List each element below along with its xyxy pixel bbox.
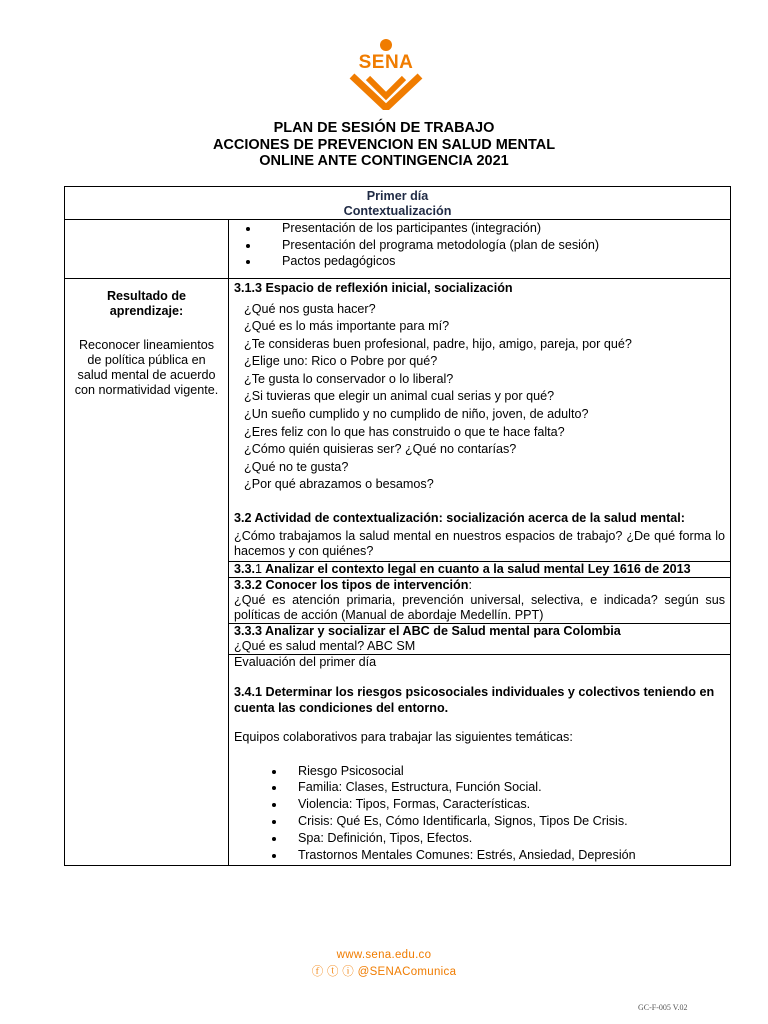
document-title xyxy=(0,120,768,170)
learning-result-body: Reconocer lineamientos de política pública en salud mental de acuerdo con normatividad vigente. xyxy=(74,337,219,397)
sena-logo-icon xyxy=(346,38,426,110)
evaluation-cell xyxy=(229,654,731,866)
question-item: ¿Qué es lo más importante para mí? xyxy=(244,319,450,334)
section-313-row xyxy=(65,278,731,562)
question-item: ¿Elige uno: Rico o Pobre por qué? xyxy=(244,354,438,369)
question-item: ¿Cómo quién quisieras ser? ¿Qué no contarías? xyxy=(244,442,517,457)
header-row xyxy=(65,187,731,220)
section-333-heading: 3.3.3 Analizar y socializar el ABC de Salud mental para Colombia xyxy=(234,623,621,638)
section-332-cell xyxy=(229,577,731,623)
list-item: • Riesgo Psicosocial xyxy=(286,763,725,780)
question-item: ¿Por qué abrazamos o besamos? xyxy=(244,477,434,492)
question-item: ¿Qué no te gusta? xyxy=(244,459,349,474)
intro-left-cell xyxy=(65,220,229,279)
intro-list xyxy=(234,220,725,270)
list-item: • Presentación del programa metodología (plan de sesión) xyxy=(260,237,725,254)
question-item: ¿Un sueño cumplido y no cumplido de niño, joven, de adulto? xyxy=(244,407,589,422)
section-341-heading: 3.4.1 Determinar los riesgos psicosociales individuales y colectivos teniendo en cuenta las condiciones del entorno. xyxy=(234,684,715,715)
list-item: • Pactos pedagógicos xyxy=(260,253,725,270)
list-item: • Familia: Clases, Estructura, Función Social. xyxy=(286,779,725,796)
question-item: ¿Si tuvieras que elegir un animal cual serias y por qué? xyxy=(244,389,555,404)
section-32-heading: 3.2 Actividad de contextualización: socialización acerca de la salud mental: xyxy=(234,511,685,526)
section-32-body: ¿Cómo trabajamos la salud mental en nuestros espacios de trabajo? ¿De qué forma lo hacemos y con quiénes? xyxy=(234,529,726,559)
list-item: • Crisis: Qué Es, Cómo Identificarla, Signos, Tipos De Crisis. xyxy=(286,813,725,830)
intro-row xyxy=(65,220,731,279)
list-item: • Spa: Definición, Tipos, Efectos. xyxy=(286,830,725,847)
question-item: ¿Eres feliz con lo que has construido o que te hace falta? xyxy=(244,424,565,439)
list-item: • Trastornos Mentales Comunes: Estrés, Ansiedad, Depresión xyxy=(286,847,725,864)
section-332-heading: 3.3.2 Conocer los tipos de intervención xyxy=(234,577,469,592)
evaluation-label: Evaluación del primer día xyxy=(234,654,377,669)
section-332-colon: : xyxy=(468,577,472,592)
section-331-number: 3.3. xyxy=(234,562,256,577)
day-label: Primer día xyxy=(366,189,429,203)
list-item: • Violencia: Tipos, Formas, Características. xyxy=(286,796,725,813)
document-code: GC-F-005 V.02 xyxy=(638,1003,688,1012)
section-313-heading: 3.1.3 Espacio de reflexión inicial, socialización xyxy=(234,280,513,295)
question-item: ¿Te gusta lo conservador o lo liberal? xyxy=(244,371,454,386)
section-331-cell xyxy=(229,562,731,578)
question-item: ¿Qué nos gusta hacer? xyxy=(244,301,376,316)
section-313-cell xyxy=(229,278,731,562)
teams-intro: Equipos colaborativos para trabajar las siguientes temáticas: xyxy=(234,729,573,744)
learning-result-cell xyxy=(65,278,229,866)
section-332-body: ¿Qué es atención primaria, prevención universal, selectiva, e indicada? según sus políticas de acción (Manual de abordaje Medellín. PPT) xyxy=(234,592,726,622)
title-line-3: ONLINE ANTE CONTINGENCIA 2021 xyxy=(259,153,509,169)
themes-list xyxy=(234,763,725,864)
social-icons: ⓕ ⓣ ⓘ xyxy=(311,966,355,978)
theme-label: Contextualización xyxy=(343,204,452,218)
footer-website: www.sena.edu.co xyxy=(336,949,432,961)
section-331-subnumber: 1 xyxy=(255,562,263,577)
intro-cell xyxy=(229,220,731,279)
section-333-body: ¿Qué es salud mental? ABC SM xyxy=(234,638,416,653)
section-333-cell xyxy=(229,623,731,654)
social-handle: @SENAComunica xyxy=(357,966,457,978)
title-line-2: ACCIONES DE PREVENCION EN SALUD MENTAL xyxy=(212,136,556,153)
title-line-1: PLAN DE SESIÓN DE TRABAJO xyxy=(273,120,495,136)
section-331-text: Analizar el contexto legal en cuanto a la salud mental Ley 1616 de 2013 xyxy=(262,562,691,577)
list-item: • Presentación de los participantes (integración) xyxy=(260,220,725,237)
sena-logo-text: SENA xyxy=(358,52,414,73)
footer-social xyxy=(0,963,768,979)
session-plan-table xyxy=(64,186,731,866)
learning-result-title: Resultado de aprendizaje: xyxy=(106,288,187,318)
question-item: ¿Te consideras buen profesional, padre, hijo, amigo, pareja, por qué? xyxy=(244,336,632,351)
day-header xyxy=(65,187,731,220)
reflection-questions xyxy=(244,301,725,495)
sena-logo xyxy=(346,38,426,110)
